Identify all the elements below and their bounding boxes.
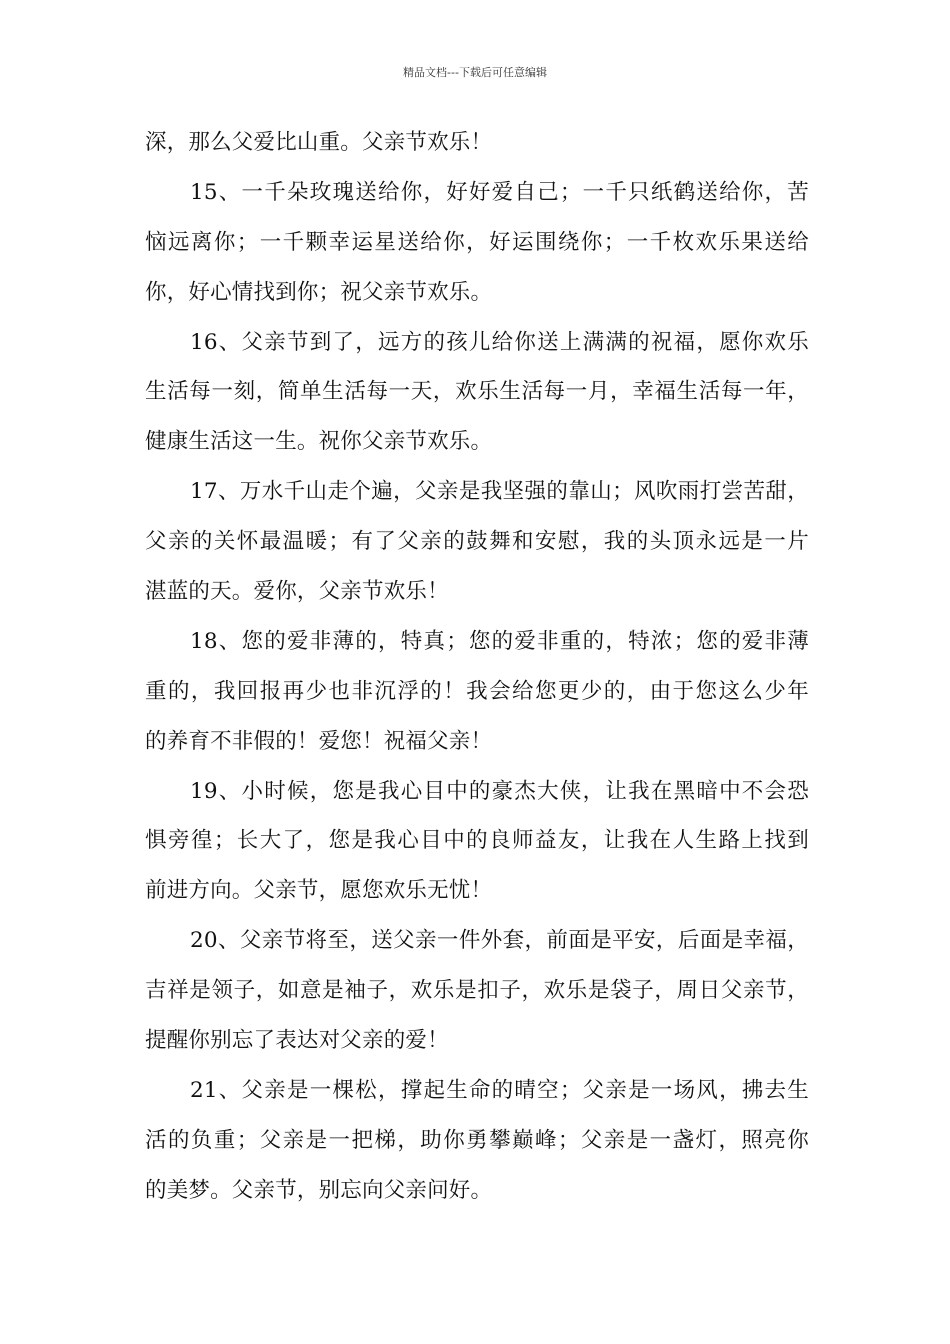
text-line: 重的，我回报再少也非沉浮的！我会给您更少的，由于您这么少年 [145, 678, 809, 704]
text-line: 提醒你别忘了表达对父亲的爱！ [145, 1028, 449, 1054]
text-line: 21、父亲是一棵松，撑起生命的晴空；父亲是一场风，拂去生 [190, 1077, 809, 1103]
text-line: 15、一千朵玫瑰送给你，好好爱自己；一千只纸鹤送给你，苦 [190, 179, 809, 205]
text-line: 19、小时候，您是我心目中的豪杰大侠，让我在黑暗中不会恐 [190, 778, 809, 804]
text-line: 吉祥是领子，如意是袖子，欢乐是扣子，欢乐是袋子，周日父亲节， [145, 978, 809, 1004]
text-line: 湛蓝的天。爱你，父亲节欢乐！ [145, 579, 449, 605]
paragraph-item-20 [145, 929, 809, 1053]
text-line: 18、您的爱非薄的，特真；您的爱非重的，特浓；您的爱非薄 [190, 628, 809, 654]
text-line: 恼远离你；一千颗幸运星送给你，好运围绕你；一千枚欢乐果送给 [145, 229, 809, 255]
text-line: 深，那么父爱比山重。父亲节欢乐！ [145, 130, 493, 155]
text-line: 你，好心情找到你；祝父亲节欢乐。 [145, 279, 493, 305]
text-line: 惧旁徨；长大了，您是我心目中的良师益友，让我在人生路上找到 [145, 828, 809, 854]
text-line: 的养育不非假的！爱您！祝福父亲！ [145, 728, 493, 754]
text-line: 健康生活这一生。祝你父亲节欢乐。 [145, 429, 493, 455]
text-line: 活的负重；父亲是一把梯，助你勇攀巅峰；父亲是一盏灯，照亮你 [145, 1127, 809, 1153]
text-line: 的美梦。父亲节，别忘向父亲问好。 [145, 1177, 493, 1203]
paragraph-item-19 [145, 780, 809, 904]
paragraph-item-21 [145, 1079, 809, 1203]
paragraph-item-17 [145, 480, 809, 604]
text-line: 17、万水千山走个遍，父亲是我坚强的靠山；风吹雨打尝苦甜， [190, 479, 809, 505]
paragraph-item-15 [145, 181, 809, 305]
page-header: 精品文档---下载后可任意编辑 [403, 66, 547, 79]
text-line: 父亲的关怀最温暖；有了父亲的鼓舞和安慰，我的头顶永远是一片 [145, 529, 809, 555]
text-line: 20、父亲节将至，送父亲一件外套，前面是平安，后面是幸福， [190, 928, 809, 954]
text-line: 16、父亲节到了，远方的孩儿给你送上满满的祝福，愿你欢乐 [190, 329, 809, 355]
text-line: 前进方向。父亲节，愿您欢乐无忧！ [145, 878, 493, 904]
paragraph-continuation [145, 131, 809, 155]
paragraph-item-18 [145, 630, 809, 754]
document-body [145, 131, 809, 1229]
paragraph-item-16 [145, 331, 809, 455]
text-line: 生活每一刻，简单生活每一天，欢乐生活每一月，幸福生活每一年， [145, 379, 809, 405]
